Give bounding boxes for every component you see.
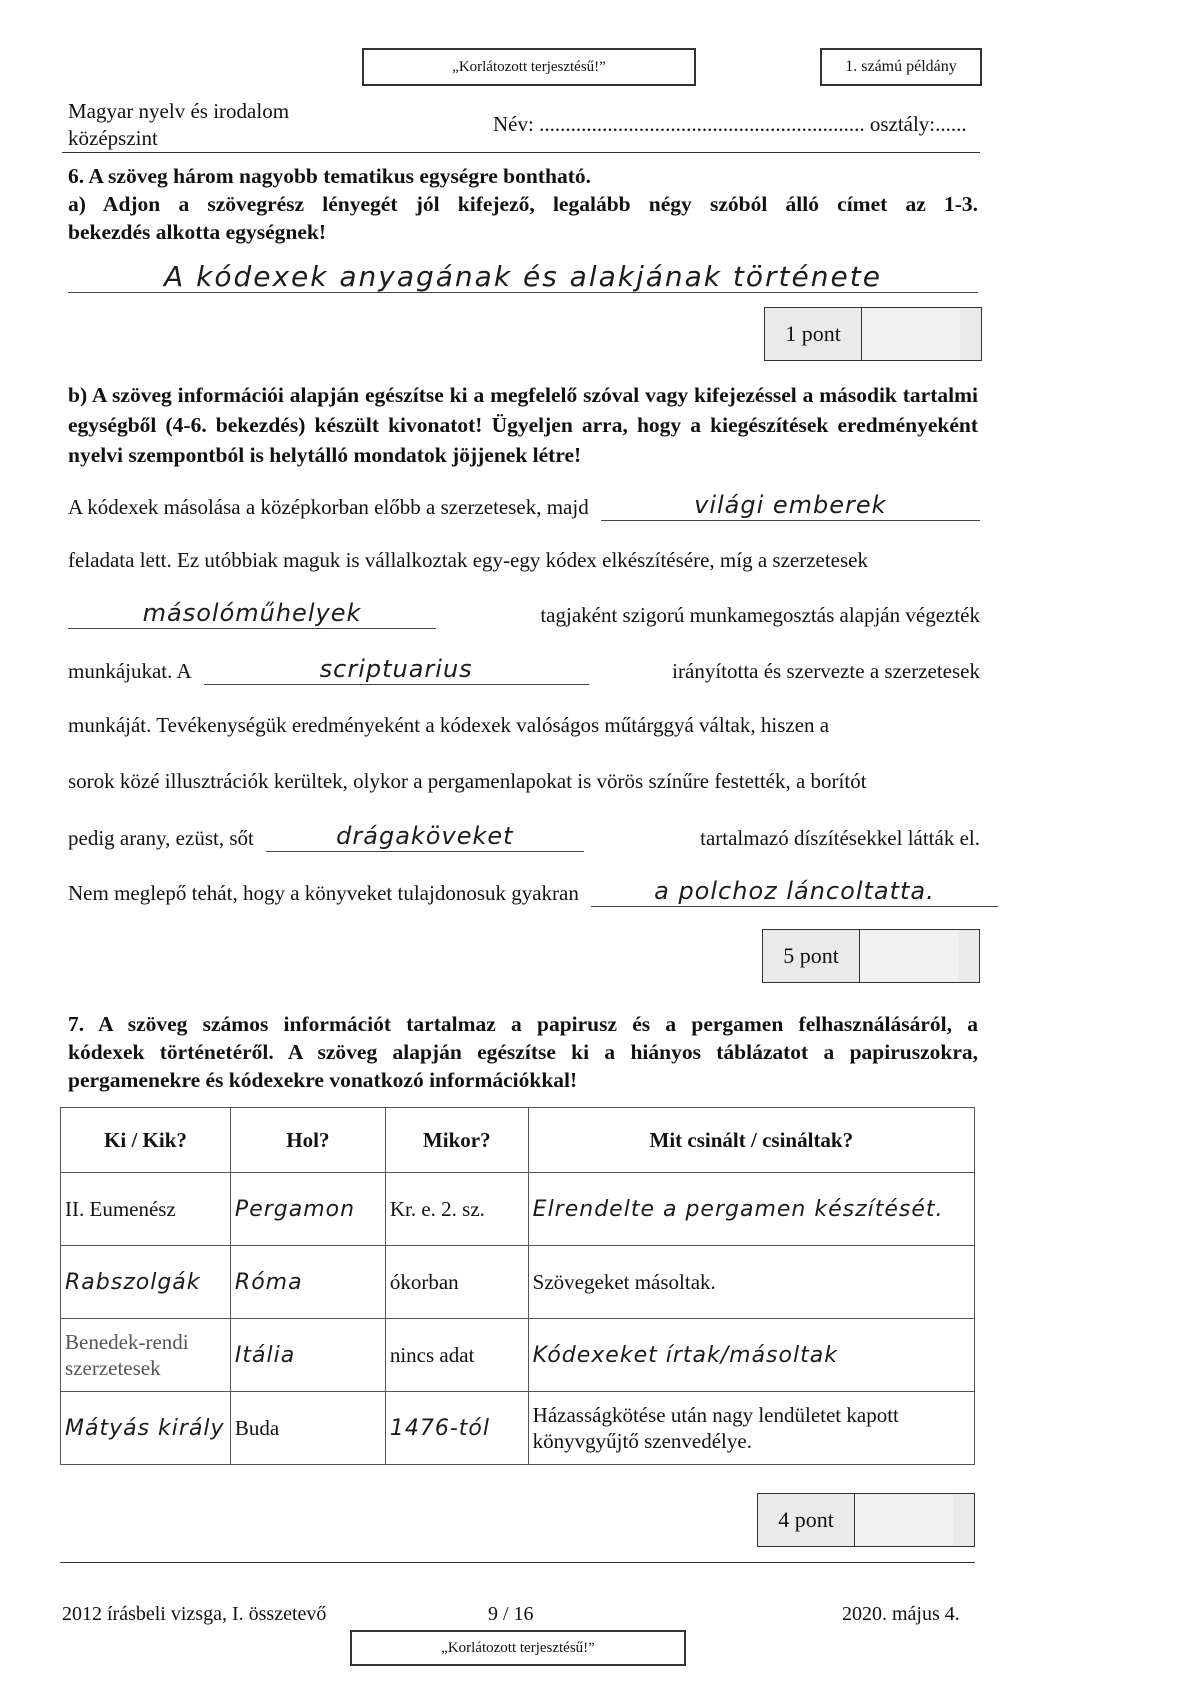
fill-text-4: munkájukat. A	[68, 659, 192, 683]
table-row	[61, 1392, 975, 1465]
cell-who: Benedek-rendi szerzetesek	[61, 1319, 231, 1392]
blank-2-answer: másolóműhelyek	[142, 599, 362, 627]
table-header-row	[61, 1108, 975, 1173]
restricted-badge-top	[362, 48, 696, 86]
q6-b-points-label: 5 pont	[763, 930, 860, 982]
q7-score-field[interactable]	[855, 1494, 953, 1546]
q6-b-score-field[interactable]	[860, 930, 958, 982]
header-divider	[62, 152, 980, 153]
blank-1-answer: világi emberek	[694, 491, 887, 519]
blank-5-answer: a polchoz láncoltatta.	[654, 877, 935, 905]
q7-prompt	[68, 1010, 978, 1094]
q6-b-prompt: b) A szöveg információi alapján egészítse ki a megfelelő szóval vagy kifejezéssel a második tartalmi egységből (4-6. bekezdés) készült kivonatot! Ügyeljen arra, hogy a kiegészítések eredményeként nyelvi szempontból is helytálló mondatok jöjjenek létre!	[68, 383, 978, 467]
header-who: Ki / Kik?	[61, 1108, 231, 1173]
q6-a-answer: A kódexek anyagának és alakjának története	[164, 260, 882, 293]
q6-a-line-2: bekezdés alkotta egységnek!	[68, 220, 326, 244]
fill-text-10: Nem meglepő tehát, hogy a könyveket tulajdonosuk gyakran	[68, 881, 579, 905]
cell-when: ókorban	[385, 1246, 528, 1319]
cell-what[interactable]: Elrendelte a pergamen készítését.	[528, 1173, 974, 1246]
fill-row-7: sorok közé illusztrációk kerültek, olykor a pergamenlapokat is vörös színűre festették, a borítót	[68, 769, 867, 793]
blank-4[interactable]	[266, 822, 584, 852]
q6-a-answer-line[interactable]	[68, 262, 978, 293]
fill-text-3: tagjaként szigorú munkamegosztás alapján végezték	[540, 603, 980, 627]
q7-points-label: 4 pont	[758, 1494, 855, 1546]
fill-row-8	[68, 822, 980, 852]
restricted-badge-bottom	[350, 1630, 686, 1666]
name-class-line	[493, 110, 967, 138]
q6-b-points-box	[762, 929, 980, 983]
q7-line-1: 7. A szöveg számos információt tartalmaz a papirusz és a pergamen felhasználásáról, a	[68, 1012, 978, 1036]
q7-points-box	[757, 1493, 975, 1547]
cell-who[interactable]: Rabszolgák	[61, 1246, 231, 1319]
header-where: Hol?	[230, 1108, 385, 1173]
cell-where[interactable]: Itália	[230, 1319, 385, 1392]
q7-line-3: pergamenekre és kódexekre vonatkozó információkkal!	[68, 1068, 578, 1092]
cell-who: II. Eumenész	[61, 1173, 231, 1246]
fill-row-10	[68, 877, 998, 907]
footer-left: 2012 írásbeli vizsga, I. összetevő	[62, 1603, 327, 1625]
q7-line-2: kódexek történetéről. A szöveg alapján egészítse ki a hiányos táblázatot a papiruszokra,	[68, 1040, 978, 1064]
cell-what: Házasságkötése után nagy lendületet kapott könyvgyűjtő szenvedélye.	[528, 1392, 974, 1465]
cell-where[interactable]: Pergamon	[230, 1173, 385, 1246]
subject-line-2: középszint	[68, 126, 158, 150]
q6-a-points-box	[764, 307, 982, 361]
cell-when: nincs adat	[385, 1319, 528, 1392]
blank-4-answer: drágaköveket	[336, 822, 514, 850]
footer-page: 9 / 16	[488, 1603, 534, 1625]
cell-where[interactable]: Róma	[230, 1246, 385, 1319]
q6-a-score-field[interactable]	[862, 308, 960, 360]
restricted-label: „Korlátozott terjesztésű!”	[441, 1640, 595, 1656]
fill-row-2: feladata lett. Ez utóbbiak maguk is vállalkoztak egy-egy kódex elkészítésére, míg a szerzetesek	[68, 548, 868, 572]
q6-a-line-1: a) Adjon a szövegrész lényegét jól kifejező, legalább négy szóból álló címet az 1-3.	[68, 192, 978, 216]
class-label: osztály:......	[864, 112, 967, 136]
fill-text-1: A kódexek másolása a középkorban előbb a szerzetesek, majd	[68, 495, 589, 519]
fill-row-3	[68, 599, 980, 629]
cell-what[interactable]: Kódexeket írtak/másoltak	[528, 1319, 974, 1392]
footer-divider	[60, 1562, 975, 1563]
table-row	[61, 1319, 975, 1392]
header-when: Mikor?	[385, 1108, 528, 1173]
fill-row-4	[68, 655, 980, 685]
table-row	[61, 1173, 975, 1246]
q6-intro: 6. A szöveg három nagyobb tematikus egységre bontható.	[68, 164, 591, 188]
fill-text-5: irányította és szervezte a szerzetesek	[672, 659, 980, 683]
cell-who[interactable]: Mátyás király	[61, 1392, 231, 1465]
name-label: Név:	[493, 112, 540, 136]
copy-label: 1. számú példány	[845, 58, 957, 75]
blank-1[interactable]	[601, 491, 980, 521]
cell-when[interactable]: 1476-tól	[385, 1392, 528, 1465]
cell-what: Szövegeket másoltak.	[528, 1246, 974, 1319]
blank-2[interactable]	[68, 599, 436, 629]
fill-row-6: munkáját. Tevékenységük eredményeként a kódexek valóságos műtárggyá váltak, hiszen a	[68, 713, 830, 737]
blank-3[interactable]	[204, 655, 589, 685]
fill-row-1	[68, 491, 980, 521]
subject-block	[68, 98, 289, 152]
header-what: Mit csinált / csináltak?	[528, 1108, 974, 1173]
restricted-label: „Korlátozott terjesztésű!”	[452, 59, 606, 75]
fill-text-9: tartalmazó díszítésekkel látták el.	[700, 826, 980, 850]
info-table	[60, 1107, 975, 1465]
name-field[interactable]: ..............................................................	[539, 112, 865, 136]
q6-a-prompt	[68, 190, 978, 246]
copy-badge	[820, 48, 982, 86]
subject-line-1: Magyar nyelv és irodalom	[68, 99, 290, 123]
footer-date: 2020. május 4.	[842, 1603, 960, 1625]
q6-a-points-label: 1 pont	[765, 308, 862, 360]
fill-text-8: pedig arany, ezüst, sőt	[68, 826, 254, 850]
table-row	[61, 1246, 975, 1319]
cell-when: Kr. e. 2. sz.	[385, 1173, 528, 1246]
blank-3-answer: scriptuarius	[319, 655, 473, 683]
blank-5[interactable]	[591, 877, 998, 907]
cell-where: Buda	[230, 1392, 385, 1465]
